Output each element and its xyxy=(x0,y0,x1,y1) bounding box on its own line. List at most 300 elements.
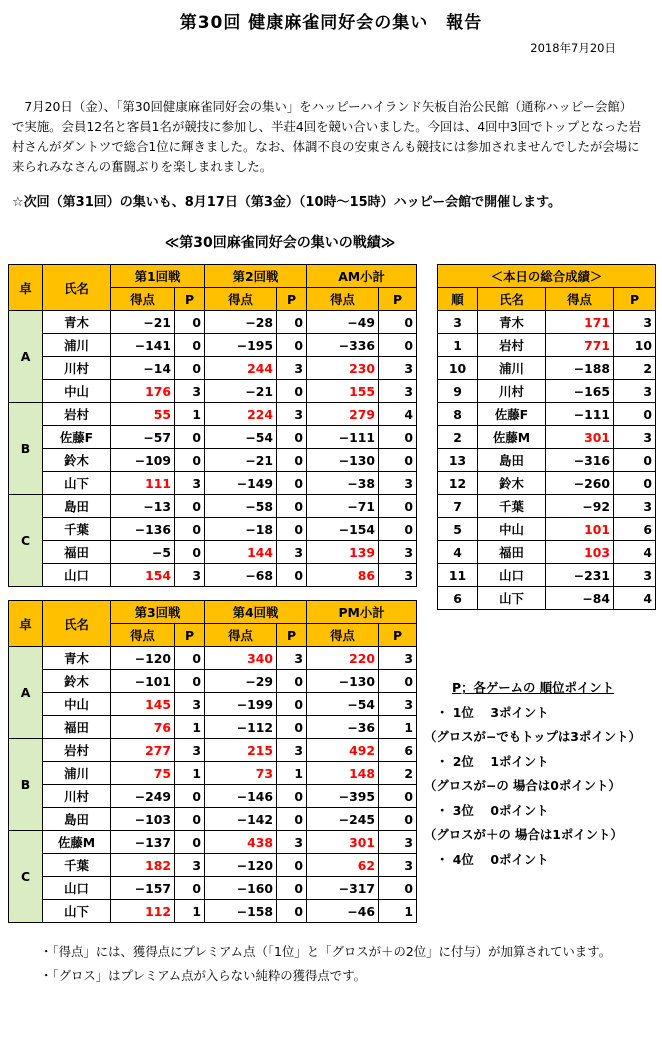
rank-cell: 8 xyxy=(438,403,478,426)
score-cell: −120 xyxy=(205,854,277,877)
score-cell: 145 xyxy=(111,693,175,716)
table-row xyxy=(9,877,417,900)
points-cell: 0 xyxy=(379,877,417,900)
col-header-score: 得点 xyxy=(205,624,277,647)
player-name: 千葉 xyxy=(478,495,546,518)
score-cell: −29 xyxy=(205,670,277,693)
table-row xyxy=(9,541,417,564)
points-cell: 3 xyxy=(277,541,307,564)
score-cell: 215 xyxy=(205,739,277,762)
table-row xyxy=(438,449,656,472)
table-group-label: C xyxy=(9,831,43,923)
score-cell: −141 xyxy=(111,334,175,357)
score-cell: −46 xyxy=(307,900,379,923)
table-group-label: A xyxy=(9,647,43,739)
points-cell: 0 xyxy=(379,808,417,831)
player-name: 浦川 xyxy=(43,762,111,785)
col-header-score: 得点 xyxy=(111,624,175,647)
points-cell: 0 xyxy=(277,877,307,900)
score-cell: −71 xyxy=(307,495,379,518)
rank-cell: 5 xyxy=(438,518,478,541)
score-cell: 62 xyxy=(307,854,379,877)
table-row xyxy=(9,785,417,808)
player-name: 千葉 xyxy=(43,518,111,541)
score-cell: −84 xyxy=(546,587,614,610)
rank-cell: 1 xyxy=(438,334,478,357)
score-cell: 176 xyxy=(111,380,175,403)
player-name: 福田 xyxy=(43,541,111,564)
score-cell: −137 xyxy=(111,831,175,854)
points-cell: 0 xyxy=(175,426,205,449)
score-cell: −18 xyxy=(205,518,277,541)
col-header-points: P xyxy=(175,624,205,647)
score-cell: 438 xyxy=(205,831,277,854)
player-name: 青木 xyxy=(43,311,111,334)
score-cell: −158 xyxy=(205,900,277,923)
score-cell: 103 xyxy=(546,541,614,564)
points-cell: 0 xyxy=(379,334,417,357)
player-name: 鈴木 xyxy=(43,670,111,693)
rank-cell: 11 xyxy=(438,564,478,587)
points-cell: 3 xyxy=(175,564,205,587)
score-cell: −316 xyxy=(546,449,614,472)
overall-col-header: P xyxy=(614,288,656,311)
points-cell: 0 xyxy=(277,311,307,334)
table-row xyxy=(9,380,417,403)
score-cell: 771 xyxy=(546,334,614,357)
points-cell: 0 xyxy=(379,311,417,334)
rank-cell: 10 xyxy=(438,357,478,380)
points-cell: 3 xyxy=(277,647,307,670)
points-cell: 3 xyxy=(379,831,417,854)
score-cell: −231 xyxy=(546,564,614,587)
col-header-points: P xyxy=(175,288,205,311)
score-cell: 75 xyxy=(111,762,175,785)
score-cell: −317 xyxy=(307,877,379,900)
score-cell: −21 xyxy=(111,311,175,334)
points-cell: 3 xyxy=(175,380,205,403)
report-date: 2018年7月20日 xyxy=(530,41,616,55)
table-row xyxy=(9,693,417,716)
player-name: 岩村 xyxy=(43,403,111,426)
score-cell: −112 xyxy=(205,716,277,739)
table-row xyxy=(9,311,417,334)
col-header-game: 第3回戦 xyxy=(111,601,205,624)
score-cell: 224 xyxy=(205,403,277,426)
points-cell: 2 xyxy=(614,357,656,380)
points-cell: 0 xyxy=(277,670,307,693)
player-name: 中山 xyxy=(43,693,111,716)
score-cell: 55 xyxy=(111,403,175,426)
col-header-game: 第2回戦 xyxy=(205,265,307,288)
col-header-game: 第1回戦 xyxy=(111,265,205,288)
score-cell: 73 xyxy=(205,762,277,785)
points-cell: 0 xyxy=(175,357,205,380)
score-cell: −54 xyxy=(307,693,379,716)
points-cell: 0 xyxy=(277,449,307,472)
col-header-points: P xyxy=(379,288,417,311)
score-cell: 155 xyxy=(307,380,379,403)
score-cell: −28 xyxy=(205,311,277,334)
score-cell: 112 xyxy=(111,900,175,923)
points-cell: 0 xyxy=(277,716,307,739)
legend-title: P；各ゲームの 順位ポイント xyxy=(452,680,615,695)
player-name: 島田 xyxy=(43,808,111,831)
points-cell: 3 xyxy=(614,495,656,518)
score-cell: −160 xyxy=(205,877,277,900)
score-cell: −199 xyxy=(205,693,277,716)
points-cell: 0 xyxy=(379,518,417,541)
col-header-game: 第4回戦 xyxy=(205,601,307,624)
table-row xyxy=(9,647,417,670)
score-cell: −21 xyxy=(205,449,277,472)
player-name: 中山 xyxy=(43,380,111,403)
points-cell: 4 xyxy=(614,587,656,610)
col-header-score: 得点 xyxy=(111,288,175,311)
points-cell: 1 xyxy=(175,900,205,923)
rank-cell: 2 xyxy=(438,426,478,449)
points-cell: 0 xyxy=(277,472,307,495)
player-name: 青木 xyxy=(43,647,111,670)
points-cell: 2 xyxy=(379,762,417,785)
points-cell: 0 xyxy=(277,380,307,403)
table-row xyxy=(9,670,417,693)
col-header-game: AM小計 xyxy=(307,265,417,288)
points-cell: 3 xyxy=(277,403,307,426)
table-row xyxy=(9,716,417,739)
score-cell: 340 xyxy=(205,647,277,670)
col-header-points: P xyxy=(277,288,307,311)
player-name: 川村 xyxy=(478,380,546,403)
player-name: 山口 xyxy=(43,564,111,587)
col-header-score: 得点 xyxy=(205,288,277,311)
table-row xyxy=(438,587,656,610)
score-cell: −149 xyxy=(205,472,277,495)
points-cell: 0 xyxy=(379,495,417,518)
rank-cell: 12 xyxy=(438,472,478,495)
player-name: 福田 xyxy=(43,716,111,739)
score-cell: −57 xyxy=(111,426,175,449)
table-group-label: C xyxy=(9,495,43,587)
points-cell: 3 xyxy=(379,380,417,403)
score-cell: 148 xyxy=(307,762,379,785)
player-name: 岩村 xyxy=(43,739,111,762)
score-cell: 154 xyxy=(111,564,175,587)
points-cell: 0 xyxy=(175,647,205,670)
points-cell: 0 xyxy=(277,564,307,587)
col-header-points: P xyxy=(277,624,307,647)
rank-cell: 7 xyxy=(438,495,478,518)
points-cell: 0 xyxy=(175,877,205,900)
table-row xyxy=(9,426,417,449)
points-cell: 3 xyxy=(175,472,205,495)
table-row xyxy=(9,472,417,495)
rank-cell: 13 xyxy=(438,449,478,472)
points-cell: 0 xyxy=(175,541,205,564)
points-cell: 3 xyxy=(379,357,417,380)
player-name: 山下 xyxy=(478,587,546,610)
legend-line: ・ 1位 3ポイント xyxy=(436,704,549,720)
player-name: 川村 xyxy=(43,785,111,808)
points-cell: 0 xyxy=(277,808,307,831)
points-cell: 0 xyxy=(175,785,205,808)
score-cell: 301 xyxy=(307,831,379,854)
overall-results-table xyxy=(437,264,656,610)
col-header-game: PM小計 xyxy=(307,601,417,624)
points-cell: 6 xyxy=(379,739,417,762)
points-cell: 3 xyxy=(614,380,656,403)
score-cell: −38 xyxy=(307,472,379,495)
score-cell: −36 xyxy=(307,716,379,739)
table-row xyxy=(438,380,656,403)
player-name: 佐藤M xyxy=(43,831,111,854)
table-row xyxy=(9,357,417,380)
points-cell: 0 xyxy=(277,518,307,541)
col-header-table: 卓 xyxy=(9,601,43,647)
results-title: ≪第30回麻雀同好会の集いの戦績≫ xyxy=(164,235,396,251)
score-cell: −111 xyxy=(546,403,614,426)
score-cell: 492 xyxy=(307,739,379,762)
col-header-score: 得点 xyxy=(307,624,379,647)
points-cell: 0 xyxy=(379,670,417,693)
score-cell: 279 xyxy=(307,403,379,426)
player-name: 佐藤F xyxy=(478,403,546,426)
points-cell: 3 xyxy=(175,739,205,762)
score-cell: −188 xyxy=(546,357,614,380)
points-cell: 3 xyxy=(614,311,656,334)
next-meeting-notice: ☆次回（第31回）の集いも、8月17日（第3金）（10時〜15時）ハッピー会館で開催します。 xyxy=(12,195,562,210)
footnote: ・「グロス」はプレミアム点が入らない純粋の獲得点です。 xyxy=(40,968,366,983)
score-cell: −49 xyxy=(307,311,379,334)
table-row xyxy=(9,403,417,426)
legend-line: ・ 3位 0ポイント xyxy=(436,802,549,818)
points-cell: 3 xyxy=(379,854,417,877)
player-name: 岩村 xyxy=(478,334,546,357)
footnotes xyxy=(40,940,660,988)
player-name: 佐藤F xyxy=(43,426,111,449)
score-cell: −68 xyxy=(205,564,277,587)
col-header-table: 卓 xyxy=(9,265,43,311)
player-name: 島田 xyxy=(478,449,546,472)
legend-line: ・ 2位 1ポイント xyxy=(436,753,549,769)
score-cell: −5 xyxy=(111,541,175,564)
score-cell: −260 xyxy=(546,472,614,495)
legend-line: （グロスが＋の 場合は1ポイント） xyxy=(424,827,623,842)
player-name: 山下 xyxy=(43,900,111,923)
score-cell: −21 xyxy=(205,380,277,403)
table-row xyxy=(9,518,417,541)
score-cell: −195 xyxy=(205,334,277,357)
points-cell: 0 xyxy=(277,854,307,877)
player-name: 中山 xyxy=(478,518,546,541)
score-cell: −120 xyxy=(111,647,175,670)
overall-title: ＜本日の総合成績＞ xyxy=(438,265,656,288)
overall-col-header: 順 xyxy=(438,288,478,311)
points-cell: 1 xyxy=(379,716,417,739)
points-cell: 3 xyxy=(379,564,417,587)
table-row xyxy=(438,564,656,587)
table-row xyxy=(9,495,417,518)
table-row xyxy=(9,831,417,854)
points-cell: 6 xyxy=(614,518,656,541)
player-name: 浦川 xyxy=(43,334,111,357)
score-cell: −130 xyxy=(307,449,379,472)
points-cell: 0 xyxy=(379,449,417,472)
table-row xyxy=(438,311,656,334)
score-cell: −111 xyxy=(307,426,379,449)
score-cell: 301 xyxy=(546,426,614,449)
score-cell: −154 xyxy=(307,518,379,541)
points-cell: 3 xyxy=(175,854,205,877)
score-cell: 182 xyxy=(111,854,175,877)
points-legend xyxy=(424,676,656,872)
table-row xyxy=(438,403,656,426)
points-cell: 3 xyxy=(614,426,656,449)
points-cell: 1 xyxy=(379,900,417,923)
col-header-points: P xyxy=(379,624,417,647)
table-row xyxy=(9,739,417,762)
table-row xyxy=(9,854,417,877)
points-cell: 3 xyxy=(175,693,205,716)
table-row xyxy=(9,334,417,357)
points-cell: 3 xyxy=(277,357,307,380)
points-cell: 4 xyxy=(614,541,656,564)
player-name: 山口 xyxy=(43,877,111,900)
score-cell: −146 xyxy=(205,785,277,808)
points-cell: 3 xyxy=(614,564,656,587)
table-row xyxy=(438,357,656,380)
points-cell: 0 xyxy=(175,808,205,831)
points-cell: 1 xyxy=(175,762,205,785)
score-cell: 86 xyxy=(307,564,379,587)
score-cell: −157 xyxy=(111,877,175,900)
player-name: 千葉 xyxy=(43,854,111,877)
table-row xyxy=(9,449,417,472)
player-name: 島田 xyxy=(43,495,111,518)
col-header-score: 得点 xyxy=(307,288,379,311)
table-row xyxy=(438,495,656,518)
legend-line: （グロスが−でもトップは3ポイント） xyxy=(424,729,641,744)
points-cell: 0 xyxy=(379,426,417,449)
points-cell: 1 xyxy=(175,716,205,739)
score-cell: −336 xyxy=(307,334,379,357)
rank-cell: 4 xyxy=(438,541,478,564)
player-name: 山下 xyxy=(43,472,111,495)
score-cell: 101 xyxy=(546,518,614,541)
player-name: 山口 xyxy=(478,564,546,587)
player-name: 福田 xyxy=(478,541,546,564)
score-cell: 171 xyxy=(546,311,614,334)
table-row xyxy=(9,900,417,923)
table-row xyxy=(438,541,656,564)
score-cell: −136 xyxy=(111,518,175,541)
points-cell: 0 xyxy=(175,311,205,334)
points-cell: 0 xyxy=(175,670,205,693)
points-cell: 3 xyxy=(379,693,417,716)
table-row xyxy=(438,426,656,449)
score-cell: −58 xyxy=(205,495,277,518)
score-cell: −165 xyxy=(546,380,614,403)
table-row xyxy=(9,564,417,587)
player-name: 鈴木 xyxy=(478,472,546,495)
am-results-table xyxy=(8,264,417,587)
rank-cell: 9 xyxy=(438,380,478,403)
score-cell: 244 xyxy=(205,357,277,380)
footnote: ・「得点」には、獲得点にプレミアム点（「1位」と「グロスが＋の2位」に付与）が加算されています。 xyxy=(40,944,611,959)
score-cell: 139 xyxy=(307,541,379,564)
table-row xyxy=(438,518,656,541)
points-cell: 0 xyxy=(614,403,656,426)
points-cell: 0 xyxy=(277,334,307,357)
table-row xyxy=(438,472,656,495)
page-title: 第30回 健康麻雀同好会の集い 報告 xyxy=(179,13,483,33)
points-cell: 0 xyxy=(175,449,205,472)
points-cell: 3 xyxy=(277,831,307,854)
rank-cell: 6 xyxy=(438,587,478,610)
score-cell: −103 xyxy=(111,808,175,831)
player-name: 鈴木 xyxy=(43,449,111,472)
points-cell: 0 xyxy=(175,518,205,541)
score-cell: 277 xyxy=(111,739,175,762)
points-cell: 3 xyxy=(379,541,417,564)
col-header-name: 氏名 xyxy=(43,265,111,311)
score-cell: −249 xyxy=(111,785,175,808)
player-name: 川村 xyxy=(43,357,111,380)
points-cell: 0 xyxy=(277,693,307,716)
legend-line: ・ 4位 0ポイント xyxy=(436,851,549,867)
points-cell: 3 xyxy=(277,739,307,762)
player-name: 浦川 xyxy=(478,357,546,380)
points-cell: 4 xyxy=(379,403,417,426)
intro-paragraph: 7月20日（金）、「第30回健康麻雀同好会の集い」をハッピーハイランド矢板自治公民館（通称ハッピー会館）で実施。会員12名と客員1名が競技に参加し、半荘4回を競い合いました。今回は、4回中3回でトップとなった岩村さんがダントツで総合1位に輝きました。なお、体調不良の安東さんも競技には参加されませんでしたが会場に来られみなさんの奮闘ぶりを楽しまれました。 xyxy=(12,99,642,174)
points-cell: 0 xyxy=(175,831,205,854)
score-cell: −395 xyxy=(307,785,379,808)
table-group-label: A xyxy=(9,311,43,403)
overall-col-header: 得点 xyxy=(546,288,614,311)
score-cell: −109 xyxy=(111,449,175,472)
col-header-name: 氏名 xyxy=(43,601,111,647)
points-cell: 3 xyxy=(379,472,417,495)
score-cell: −13 xyxy=(111,495,175,518)
rank-cell: 3 xyxy=(438,311,478,334)
table-group-label: B xyxy=(9,403,43,495)
points-cell: 1 xyxy=(277,762,307,785)
score-cell: 111 xyxy=(111,472,175,495)
table-row xyxy=(9,808,417,831)
points-cell: 0 xyxy=(277,900,307,923)
score-cell: −54 xyxy=(205,426,277,449)
points-cell: 10 xyxy=(614,334,656,357)
player-name: 佐藤M xyxy=(478,426,546,449)
points-cell: 0 xyxy=(277,495,307,518)
points-cell: 0 xyxy=(175,334,205,357)
points-cell: 0 xyxy=(614,449,656,472)
points-cell: 0 xyxy=(379,785,417,808)
score-cell: −142 xyxy=(205,808,277,831)
score-cell: −245 xyxy=(307,808,379,831)
score-cell: 144 xyxy=(205,541,277,564)
score-cell: −101 xyxy=(111,670,175,693)
points-cell: 0 xyxy=(175,495,205,518)
score-cell: −130 xyxy=(307,670,379,693)
table-row xyxy=(9,762,417,785)
score-cell: 230 xyxy=(307,357,379,380)
player-name: 青木 xyxy=(478,311,546,334)
points-cell: 1 xyxy=(175,403,205,426)
points-cell: 0 xyxy=(277,426,307,449)
points-cell: 0 xyxy=(277,785,307,808)
pm-results-table xyxy=(8,600,417,923)
